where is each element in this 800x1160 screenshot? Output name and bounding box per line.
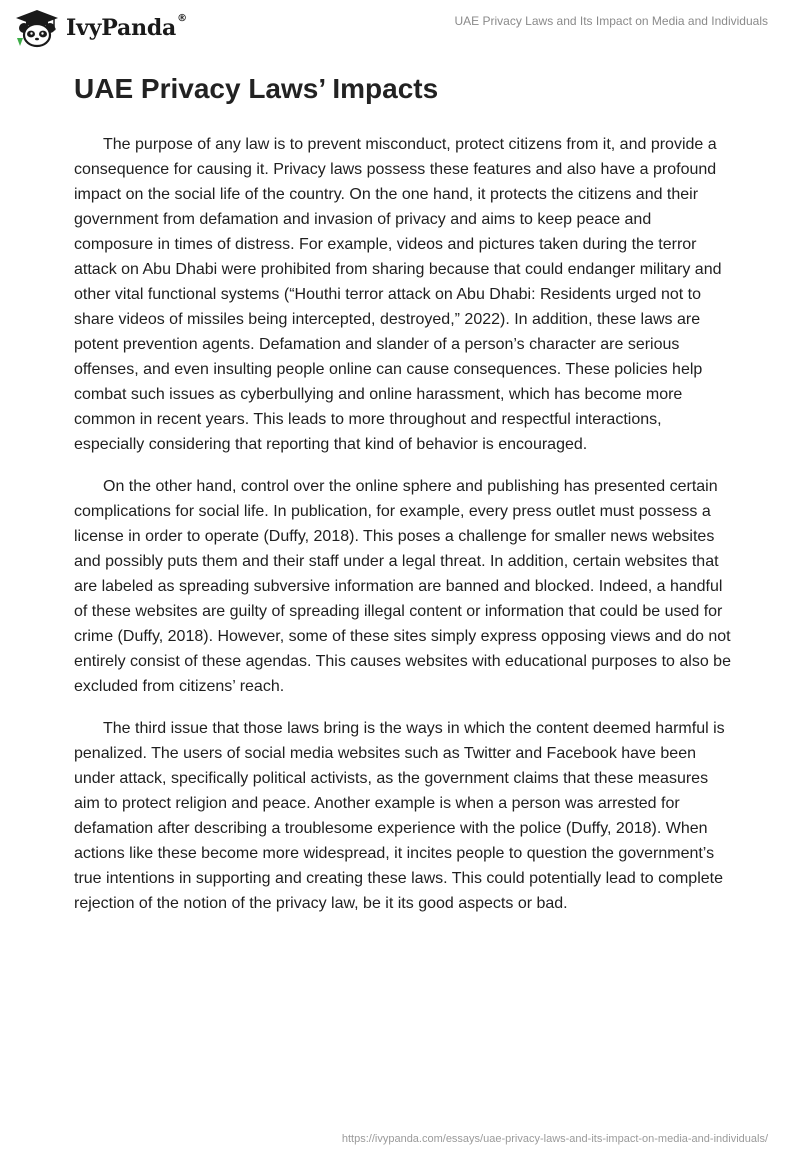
registered-mark: ® xyxy=(177,13,187,24)
brand-name: IvyPanda® xyxy=(66,13,187,41)
paragraph: The third issue that those laws bring is the ways in which the content deemed harmful is penalized. The users of social media websites such as Twitter and Facebook have been under attack, specifically political activists, as the government claims that these measures aim to protect religion and peace. Another example is when a person was arrested for defamation after describing a troublesome experience with the police (Duffy, 2018). When actions like these become more widespread, it incites people to question the government’s true intentions in supporting and creating these laws. This could potentially lead to complete rejection of the notion of the privacy law, be it its good aspects or bad. xyxy=(74,720,725,912)
page-header xyxy=(0,0,800,62)
document-title: UAE Privacy Laws and Its Impact on Media and Individuals xyxy=(454,14,768,28)
paragraph: On the other hand, control over the online sphere and publishing has presented certain complications for social life. In publication, for example, every press outlet must possess a license in order to operate (Duffy, 2018). This poses a challenge for smaller news websites and possibly puts them and their staff under a legal threat. In addition, certain websites that are labeled as spreading subversive information are banned and blocked. Indeed, a handful of these websites are guilty of spreading illegal content or information that could be used for crime (Duffy, 2018). However, some of these sites simply express opposing views and do not entirely consist of these agendas. This causes websites with educational purposes to also be excluded from citizens’ reach. xyxy=(74,478,731,695)
panda-graduation-cap-icon xyxy=(14,8,60,48)
page-title: UAE Privacy Laws’ Impacts xyxy=(74,73,439,104)
paragraph: The purpose of any law is to prevent misconduct, protect citizens from it, and provide a consequence for causing it. Privacy laws possess these features and also have a profound impact on the social life of the country. On the one hand, it protects the citizens and their government from defamation and invasion of privacy and aims to keep peace and composure in times of distress. For example, videos and pictures taken during the terror attack on Abu Dhabi were prohibited from sharing because that could endanger military and other vital functional systems (“Houthi terror attack on Abu Dhabi: Residents urged not to share videos of missiles being intercepted, destroyed,” 2022). In addition, these laws are potent prevention agents. Defamation and slander of a person’s character are serious offenses, and even insulting people online can cause consequences. These policies help combat such issues as cyberbullying and online harassment, which has become more common in recent years. This leads to more throughout and respectful interactions, especially considering that reporting that kind of behavior is encouraged. xyxy=(74,136,722,453)
ivypanda-logo-link[interactable] xyxy=(14,8,187,48)
article-body xyxy=(74,132,734,933)
source-url-link[interactable]: https://ivypanda.com/essays/uae-privacy-laws-and-its-impact-on-media-and-individuals/ xyxy=(341,1133,768,1145)
